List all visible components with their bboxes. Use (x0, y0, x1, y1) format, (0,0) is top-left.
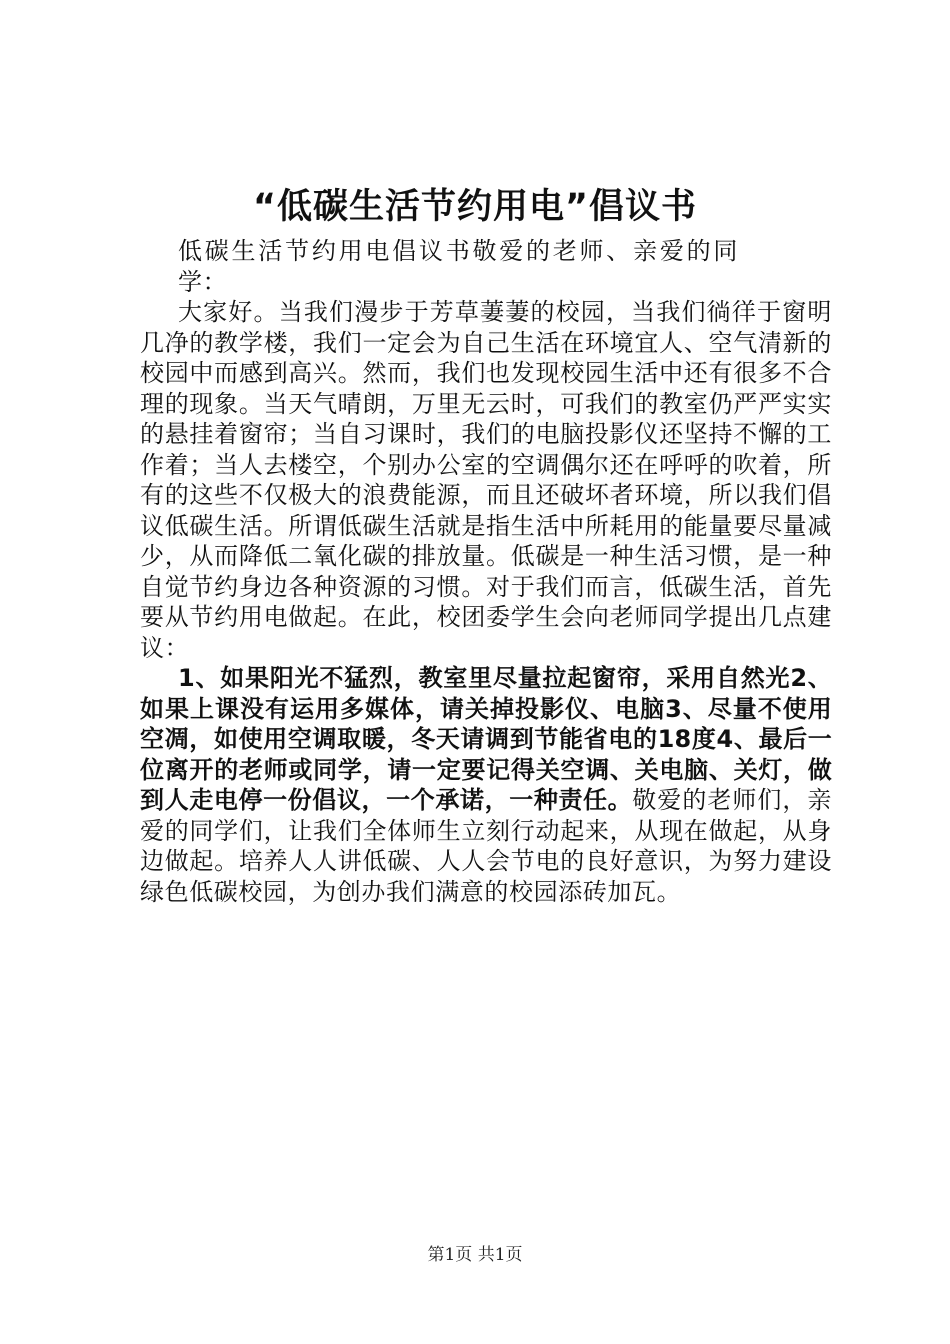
closing-appeal: 敬爱的老师们，亲爱的同学们，让我们全体师生立刻行动起来，从现在做起，从身边做起。培养人人讲低碳、人人会节电的良好意识，为努力建设绿色低碳校园，为创办我们满意的校园添砖加瓦。 (140, 786, 832, 906)
paragraph-suggestions (140, 663, 832, 907)
page-footer: 第1页 共1页 (427, 1245, 523, 1265)
salutation: 低碳生活节约用电倡议书敬爱的老师、亲爱的同学： (178, 237, 738, 296)
document-title: “低碳生活节约用电”倡议书 (252, 187, 697, 227)
document-body (140, 236, 832, 907)
paragraph-intro: 大家好。当我们漫步于芳草萋萋的校园，当我们徜徉于窗明几净的教学楼，我们一定会为自己生活在环境宜人、空气清新的校园中而感到高兴。然而，我们也发现校园生活中还有很多不合理的现象。当天气晴朗，万里无云时，可我们的教室仍严严实实的悬挂着窗帘；当自习课时，我们的电脑投影仪还坚持不懈的工作着；当人去楼空，个别办公室的空调偶尔还在呼呼的吹着，所有的这些不仅极大的浪费能源，而且还破坏者环境，所以我们倡议低碳生活。所谓低碳生活就是指生活中所耗用的能量要尽量减少，从而降低二氧化碳的排放量。低碳是一种生活习惯，是一种自觉节约身边各种资源的习惯。对于我们而言，低碳生活，首先要从节约用电做起。在此，校团委学生会向老师同学提出几点建议： (140, 298, 832, 662)
suggestions-list: 1、如果阳光不猛烈，教室里尽量拉起窗帘，采用自然光2、如果上课没有运用多媒体，请关掉投影仪、电脑3、尽量不使用空凋，如使用空调取暖，冬天请调到节能省电的18度4、最后一位离开的老师或同学，请一定要记得关空调、关电脑、关灯，做到人走电停一份倡议，一个承诺，一种责任。 (140, 664, 832, 814)
